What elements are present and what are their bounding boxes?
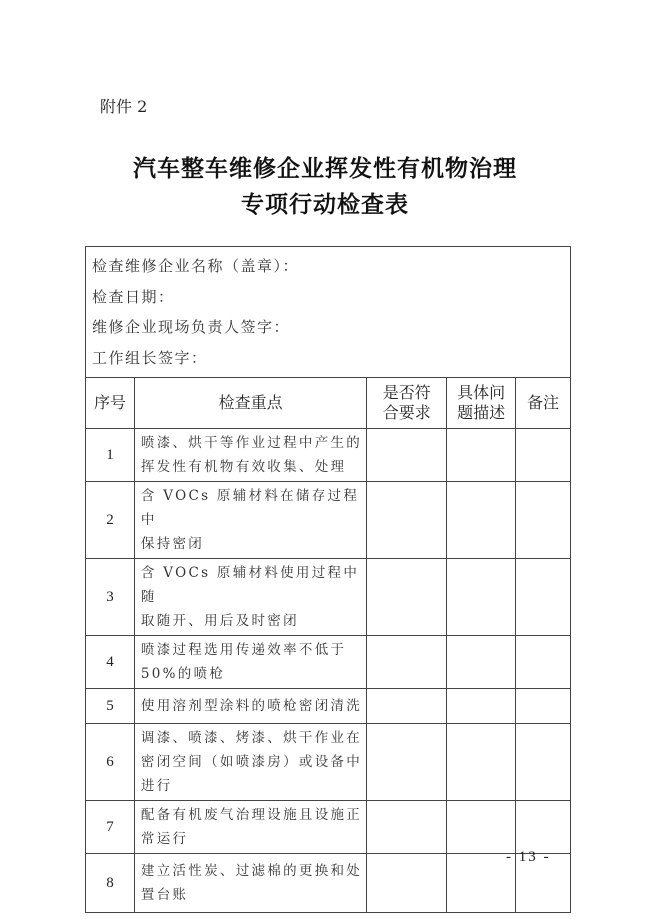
comply-cell[interactable] — [367, 854, 447, 913]
focus-line: 建立活性炭、过滤棉的更换和处 — [140, 863, 363, 879]
comply-cell[interactable] — [367, 636, 447, 689]
attachment-label: 附件 2 — [100, 97, 148, 116]
row-number: 2 — [86, 482, 135, 559]
focus-line: 取随开、用后及时密闭 — [140, 613, 299, 629]
inspection-focus — [134, 482, 367, 559]
header-comply-l1: 是否符 — [382, 383, 431, 402]
comply-cell[interactable] — [367, 801, 447, 854]
inspection-table — [85, 246, 571, 913]
info-fields — [86, 247, 571, 378]
site-manager-signature-field: 维修企业现场负责人签字： — [92, 318, 291, 336]
focus-line: 使用溶剂型涂料的喷枪密闭清洗 — [140, 698, 363, 714]
focus-line: 进行 — [140, 778, 173, 794]
row-number: 5 — [86, 689, 135, 724]
inspection-focus — [134, 636, 367, 689]
remark-cell[interactable] — [516, 636, 571, 689]
description-cell[interactable] — [447, 724, 516, 801]
focus-line: 配备有机废气治理设施且设施正 — [140, 807, 363, 823]
table-row — [86, 801, 571, 854]
inspection-focus — [134, 801, 367, 854]
table-row — [86, 559, 571, 636]
focus-line: 常运行 — [140, 831, 189, 847]
description-cell[interactable] — [447, 689, 516, 724]
focus-line: 含 VOCs 原辅材料使用过程中随 — [140, 565, 360, 605]
page-number: - 13 - — [506, 849, 551, 865]
info-row — [86, 247, 571, 378]
remark-cell[interactable] — [516, 559, 571, 636]
table-row — [86, 429, 571, 482]
header-no: 序号 — [86, 378, 135, 429]
table-row — [86, 689, 571, 724]
comply-cell[interactable] — [367, 559, 447, 636]
inspection-focus — [134, 724, 367, 801]
comply-cell[interactable] — [367, 429, 447, 482]
description-cell[interactable] — [447, 636, 516, 689]
remark-cell[interactable] — [516, 801, 571, 854]
remark-cell[interactable] — [516, 429, 571, 482]
comply-cell[interactable] — [367, 724, 447, 801]
focus-line: 含 VOCs 原辅材料在储存过程中 — [140, 488, 360, 528]
description-cell[interactable] — [447, 429, 516, 482]
header-comply-l2: 合要求 — [382, 403, 431, 422]
header-focus: 检查重点 — [134, 378, 367, 429]
table-row — [86, 636, 571, 689]
description-cell[interactable] — [447, 801, 516, 854]
table-row — [86, 482, 571, 559]
focus-line: 喷漆、烘干等作业过程中产生的 — [140, 435, 363, 451]
remark-cell[interactable] — [516, 689, 571, 724]
page-subtitle: 专项行动检查表 — [241, 191, 409, 218]
inspection-date-field: 检查日期： — [92, 287, 175, 306]
header-desc — [447, 378, 516, 429]
focus-line: 密闭空间（如喷漆房）或设备中 — [140, 754, 363, 770]
table-row — [86, 854, 571, 913]
inspection-focus — [134, 429, 367, 482]
row-number: 3 — [86, 559, 135, 636]
header-desc-l2: 题描述 — [457, 403, 506, 422]
header-remark: 备注 — [516, 378, 571, 429]
focus-line: 调漆、喷漆、烤漆、烘干作业在 — [140, 730, 363, 746]
header-row — [86, 378, 571, 429]
company-name-field: 检查维修企业名称（盖章）： — [92, 257, 300, 275]
header-desc-l1: 具体问 — [457, 383, 506, 402]
row-number: 4 — [86, 636, 135, 689]
page-title: 汽车整车维修企业挥发性有机物治理 — [133, 155, 517, 182]
comply-cell[interactable] — [367, 689, 447, 724]
description-cell[interactable] — [447, 559, 516, 636]
row-number: 8 — [86, 854, 135, 913]
description-cell[interactable] — [447, 482, 516, 559]
table-row — [86, 724, 571, 801]
focus-line: 50%的喷枪 — [140, 666, 226, 682]
remark-cell[interactable] — [516, 482, 571, 559]
comply-cell[interactable] — [367, 482, 447, 559]
header-comply — [367, 378, 447, 429]
remark-cell[interactable] — [516, 724, 571, 801]
row-number: 7 — [86, 801, 135, 854]
inspection-focus — [134, 689, 367, 724]
team-leader-signature-field: 工作组长签字： — [92, 348, 208, 367]
focus-line: 挥发性有机物有效收集、处理 — [140, 459, 347, 475]
focus-line: 置台账 — [140, 887, 189, 903]
row-number: 6 — [86, 724, 135, 801]
row-number: 1 — [86, 429, 135, 482]
focus-line: 喷漆过程选用传递效率不低于 — [140, 642, 347, 658]
inspection-focus — [134, 854, 367, 913]
inspection-focus — [134, 559, 367, 636]
focus-line: 保持密闭 — [140, 536, 205, 552]
